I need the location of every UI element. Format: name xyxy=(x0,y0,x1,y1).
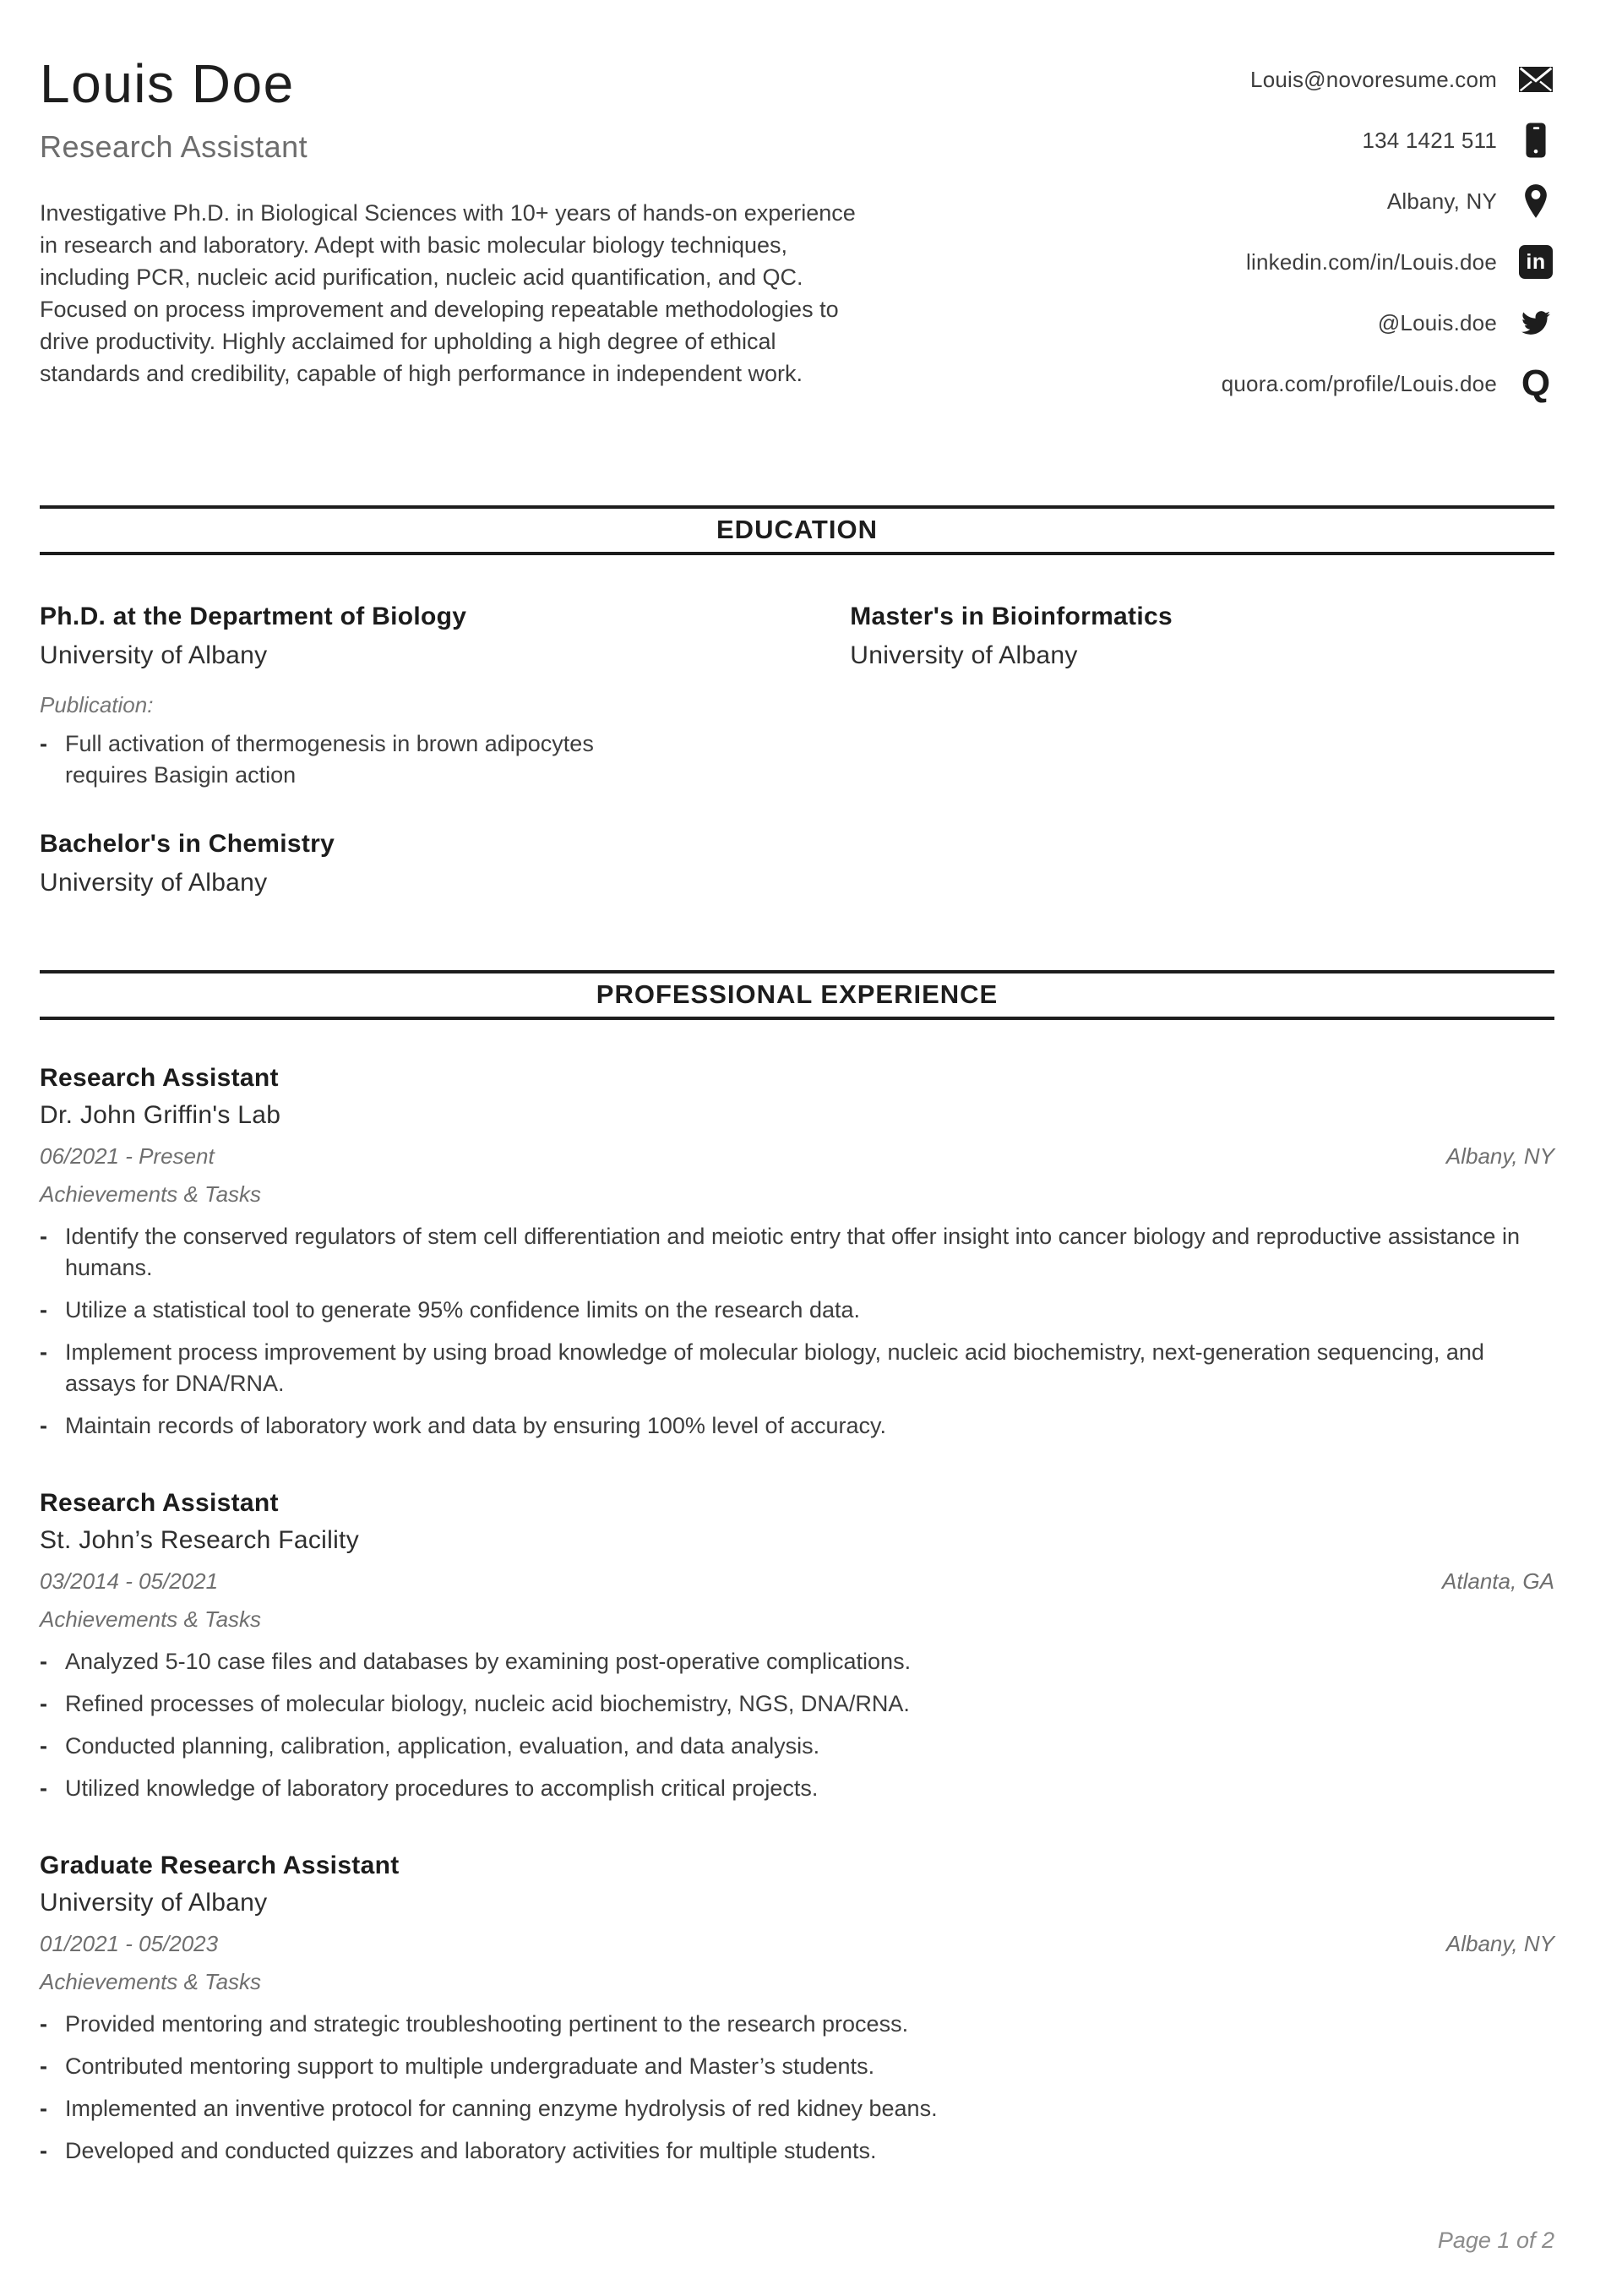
page-number: Page 1 of 2 xyxy=(1437,2228,1554,2253)
publication-text: Full activation of thermogenesis in brown adipocytes requires Basigin action xyxy=(65,731,594,788)
list-item xyxy=(40,1731,1554,1762)
bullet-dash: - xyxy=(40,2138,47,2163)
job-meta xyxy=(40,1143,1554,1170)
school-name: University of Albany xyxy=(40,641,268,669)
twitter-icon xyxy=(1517,304,1554,341)
bullet-dash: - xyxy=(40,1297,47,1323)
bullet-text: Implemented an inventive protocol for canning enzyme hydrolysis of red kidney beans. xyxy=(65,2096,938,2121)
job-dates: 03/2014 - 05/2021 xyxy=(40,1568,219,1594)
job-title: Graduate Research Assistant xyxy=(40,1852,400,1879)
school-name: University of Albany xyxy=(40,869,268,897)
bullet-text: Utilize a statistical tool to generate 95% confidence limits on the research data. xyxy=(65,1297,861,1323)
job-entry xyxy=(40,1852,1554,2167)
bullet-dash: - xyxy=(40,1224,47,1249)
list-item xyxy=(40,1688,1554,1720)
list-item xyxy=(40,1295,1554,1326)
bullet-dash: - xyxy=(40,1775,47,1801)
divider-line xyxy=(40,552,1554,555)
quora-glyph: Q xyxy=(1521,363,1551,404)
bullet-text: Refined processes of molecular biology, nucleic acid biochemistry, NGS, DNA/RNA. xyxy=(65,1691,910,1716)
job-bullets xyxy=(40,1221,1554,1442)
list-item xyxy=(40,1773,1554,1804)
bullet-text: Analyzed 5-10 case files and databases by examining post-operative complications. xyxy=(65,1649,912,1674)
list-item xyxy=(40,2009,1554,2040)
location-pin-icon xyxy=(1517,183,1554,220)
degree-title: Bachelor's in Chemistry xyxy=(40,830,335,858)
job-location: Albany, NY xyxy=(1445,1143,1554,1169)
list-item xyxy=(40,1337,1554,1399)
bullet-text: Contributed mentoring support to multiple undergraduate and Master’s students. xyxy=(65,2053,875,2079)
header xyxy=(40,0,1554,426)
phone-icon xyxy=(1517,122,1554,159)
bullet-text: Utilized knowledge of laboratory procedures to accomplish critical projects. xyxy=(65,1775,819,1801)
contact-quora[interactable] xyxy=(1222,365,1554,402)
job-entry xyxy=(40,1489,1554,1804)
bullet-text: Identify the conserved regulators of stem cell differentiation and meiotic entry that offer insight into cancer biology and reproductive assistance in humans. xyxy=(65,1224,1520,1280)
list-item xyxy=(40,2135,1554,2167)
location-value: Albany, NY xyxy=(1386,188,1497,214)
bullet-dash: - xyxy=(40,2053,47,2079)
bullet-text: Implement process improvement by using broad knowledge of molecular biology, nucleic acid biochemistry, next-generation sequencing, and assays for DNA/RNA. xyxy=(65,1339,1484,1396)
email-value[interactable]: Louis@novoresume.com xyxy=(1250,66,1497,92)
tasks-label: Achievements & Tasks xyxy=(40,1969,262,1994)
education-section-header xyxy=(40,505,1554,555)
contact-list xyxy=(1222,56,1554,426)
bullet-dash: - xyxy=(40,1413,47,1438)
education-heading: EDUCATION xyxy=(716,515,878,544)
page-title: Louis Doe xyxy=(40,53,295,114)
bullet-dash: - xyxy=(40,731,47,756)
job-location: Albany, NY xyxy=(1445,1931,1554,1956)
quora-value[interactable]: quora.com/profile/Louis.doe xyxy=(1221,370,1497,396)
degree-title: Master's in Bioinformatics xyxy=(850,603,1173,630)
twitter-value[interactable]: @Louis.doe xyxy=(1377,309,1497,335)
job-organization: St. John’s Research Facility xyxy=(40,1526,359,1554)
job-entry xyxy=(40,1064,1554,1442)
contact-email[interactable] xyxy=(1222,61,1554,98)
education-entry-masters xyxy=(850,603,1554,791)
bullet-dash: - xyxy=(40,1733,47,1759)
job-organization: University of Albany xyxy=(40,1889,268,1917)
list-item xyxy=(40,1221,1554,1284)
job-bullets xyxy=(40,1646,1554,1804)
quora-icon xyxy=(1517,365,1554,402)
experience-heading: PROFESSIONAL EXPERIENCE xyxy=(596,979,999,1009)
list-item xyxy=(40,2051,1554,2082)
bullet-text: Conducted planning, calibration, application, evaluation, and data analysis. xyxy=(65,1733,820,1759)
bullet-dash: - xyxy=(40,1649,47,1674)
bullet-dash: - xyxy=(40,2011,47,2037)
list-item xyxy=(40,2093,1554,2124)
job-organization: Dr. John Griffin's Lab xyxy=(40,1101,281,1129)
education-entry-phd xyxy=(40,603,850,791)
tasks-label: Achievements & Tasks xyxy=(40,1181,262,1207)
list-item xyxy=(40,1410,1554,1442)
job-location: Atlanta, GA xyxy=(1442,1568,1554,1594)
job-meta xyxy=(40,1931,1554,1957)
job-dates: 06/2021 - Present xyxy=(40,1143,215,1169)
job-title: Research Assistant xyxy=(40,1064,279,1092)
linkedin-value[interactable]: linkedin.com/in/Louis.doe xyxy=(1246,248,1497,275)
job-meta xyxy=(40,1568,1554,1595)
education-list xyxy=(40,603,1554,897)
tasks-label: Achievements & Tasks xyxy=(40,1606,262,1632)
bullet-text: Provided mentoring and strategic troubleshooting pertinent to the research process. xyxy=(65,2011,909,2037)
profile-summary: Investigative Ph.D. in Biological Sciences with 10+ years of hands-on experience in research and laboratory. Adept with basic molecular biology techniques, including PCR, nucleic acid purification, nucleic acid quantification, and QC. Focused on process improvement and developing repeatable methodologies to drive productivity. Highly acclaimed for upholding a high degree of ethical standards and credibility, capable of high performance in independent work. xyxy=(40,200,856,387)
contact-phone[interactable] xyxy=(1222,122,1554,159)
contact-twitter[interactable] xyxy=(1222,304,1554,341)
linkedin-glyph: in xyxy=(1519,245,1553,279)
job-title-subtitle: Research Assistant xyxy=(40,129,308,165)
bullet-text: Maintain records of laboratory work and data by ensuring 100% level of accuracy. xyxy=(65,1413,887,1438)
list-item xyxy=(40,1646,1554,1677)
bullet-dash: - xyxy=(40,2096,47,2121)
linkedin-icon xyxy=(1517,243,1554,281)
education-entry-bachelors xyxy=(40,830,850,897)
job-bullets xyxy=(40,2009,1554,2167)
degree-title: Ph.D. at the Department of Biology xyxy=(40,603,467,630)
bullet-dash: - xyxy=(40,1339,47,1365)
phone-value[interactable]: 134 1421 511 xyxy=(1362,127,1497,153)
job-title: Research Assistant xyxy=(40,1489,279,1517)
publication-label: Publication: xyxy=(40,692,154,717)
bullet-dash: - xyxy=(40,1691,47,1716)
envelope-icon xyxy=(1517,61,1554,98)
school-name: University of Albany xyxy=(850,641,1078,669)
experience-section-header xyxy=(40,970,1554,1020)
job-dates: 01/2021 - 05/2023 xyxy=(40,1931,219,1956)
bullet-text: Developed and conducted quizzes and laboratory activities for multiple students. xyxy=(65,2138,877,2163)
contact-location xyxy=(1222,183,1554,220)
publication-item xyxy=(40,728,606,791)
contact-linkedin[interactable] xyxy=(1222,243,1554,281)
divider-line xyxy=(40,1017,1554,1020)
